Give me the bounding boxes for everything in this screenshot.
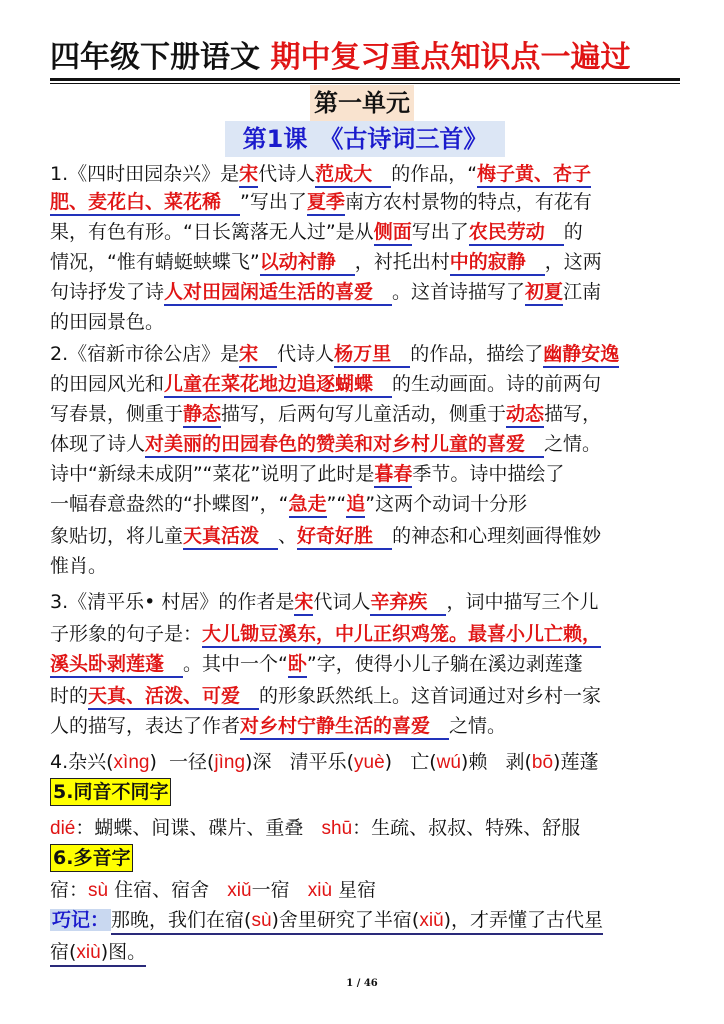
answer-blank: 杨万里 — [334, 342, 410, 368]
s6-heading-line — [50, 844, 133, 872]
text: 季节。诗中描绘了 — [412, 463, 565, 485]
text: 一宿 — [251, 879, 290, 901]
s2-line-6 — [50, 490, 527, 518]
text: 描写， — [544, 403, 602, 425]
title-rule-thin — [50, 83, 680, 84]
text: 的神态和心理刻画得惟妙 — [392, 525, 602, 547]
text: ”这两个动词十分形 — [365, 493, 528, 515]
page-title — [50, 38, 680, 78]
text: 写春景，侧重于 — [50, 403, 184, 425]
answer-blank: 范成大 — [315, 162, 391, 188]
pinyin: xiǔ — [227, 880, 252, 901]
answer-blank: 肥、麦花白、菜花稀 — [50, 190, 240, 216]
answer-blank: 对乡村宁静生活的喜爱 — [240, 714, 449, 740]
answer-blank: 幽静安逸 — [543, 342, 619, 368]
s1-line-1 — [50, 160, 591, 188]
text: 情况，“惟有蜻蜓蛱蝶飞” — [50, 251, 260, 273]
pinyin-item: 亡(wú)赖 — [410, 751, 488, 773]
title-topic: 期中复习重点知识点一遍过 — [270, 40, 631, 75]
text: 。其中一个“ — [183, 653, 288, 675]
text: 的生动画面。诗的前两句 — [392, 373, 602, 395]
pinyin-item: 4.杂兴(xìng) — [50, 751, 157, 773]
text: ：生疏、叔叔、特殊、舒服 — [352, 817, 581, 839]
text: 象贴切，将儿童 — [50, 525, 184, 547]
answer-blank: 天真活泼 — [183, 524, 278, 550]
s2-line-1 — [50, 340, 619, 368]
text: 住宿、宿舍 — [114, 879, 210, 901]
pinyin-item: 清平乐(yuè) — [289, 751, 393, 773]
s5-heading-line — [50, 778, 171, 806]
text: 。这首诗描写了 — [392, 281, 526, 303]
answer-blank: 追 — [346, 492, 365, 518]
text: 果，有色有形。“日长篱落无人过”是从 — [50, 221, 374, 243]
answer-blank: 对美丽的田园春色的赞美和对乡村儿童的喜爱 — [145, 432, 544, 458]
text: ”写出了 — [240, 191, 307, 213]
answer-blank: 宋 — [239, 162, 258, 188]
pinyin: shū — [321, 818, 353, 839]
s1-line-6 — [50, 308, 164, 336]
memo-text: 宿(xiù)图。 — [50, 940, 146, 967]
text: ：蝴蝶、间谍、碟片、重叠 — [75, 817, 304, 839]
text: 、 — [278, 525, 298, 547]
text: 子形象的句子是： — [50, 623, 203, 645]
page-number: 1 / 46 — [346, 978, 378, 989]
text: 代词人 — [313, 591, 371, 613]
memo-label: 巧记： — [52, 909, 110, 931]
text: 代诗人 — [277, 343, 335, 365]
answer-blank: 夏季 — [307, 190, 345, 216]
s2-line-5 — [50, 460, 564, 488]
answer-blank: 天真、活泼、可爱 — [88, 684, 259, 710]
answer-blank: 宋 — [294, 590, 313, 616]
answer-blank: 以动衬静 — [260, 250, 355, 276]
text: 1.《四时田园杂兴》是 — [50, 163, 240, 185]
s4-pinyin-line — [50, 748, 598, 776]
text: 的田园风光和 — [50, 373, 165, 395]
answer-blank: 侧面 — [374, 220, 412, 246]
pinyin: dié — [50, 818, 76, 839]
text: 人的描写，表达了作者 — [50, 715, 241, 737]
s2-line-8 — [50, 552, 107, 580]
unit-heading: 第一单元 — [310, 85, 414, 121]
s6-memo-line-1 — [50, 906, 603, 934]
pinyin-item: 剥(bō)莲蓬 — [505, 751, 599, 773]
s5-words-line — [50, 814, 580, 842]
section-heading-polyphones: 6.多音字 — [50, 844, 133, 872]
text: 宿： — [50, 879, 89, 901]
s2-line-3 — [50, 400, 601, 428]
text: 一幅春意盎然的“扑蝶图”，“ — [50, 493, 289, 515]
text: 描写，后两句写儿童活动，侧重于 — [221, 403, 507, 425]
s3-line-5 — [50, 712, 506, 740]
text: 之情。 — [449, 715, 507, 737]
s1-line-4 — [50, 248, 602, 276]
text: 时的 — [50, 685, 89, 707]
answer-blank: 初夏 — [525, 280, 563, 306]
memo-text: 那晚，我们在宿(sù)舍里研究了半宿(xiǔ)，才弄懂了古代星 — [111, 908, 603, 935]
text: 诗中“新绿未成阴”“菜花”说明了此时是 — [50, 463, 375, 485]
text: 的田园景色。 — [50, 311, 165, 333]
answer-blank: 暮春 — [374, 462, 412, 488]
text: 2.《宿新市徐公店》是 — [50, 343, 240, 365]
text: 星宿 — [338, 879, 377, 901]
text: ，衬托出村 — [354, 251, 450, 273]
answer-blank: 大儿锄豆溪东，中儿正织鸡笼。最喜小儿亡赖， — [202, 622, 601, 648]
lesson-heading: 第1课 《古诗词三首》 — [225, 121, 505, 157]
answer-blank: 农民劳动 — [469, 220, 564, 246]
s3-line-3 — [50, 650, 583, 678]
answer-blank: 卧 — [288, 652, 307, 678]
section-heading-homophones: 5.同音不同字 — [50, 778, 171, 806]
text: 惟肖。 — [50, 555, 108, 577]
pinyin: sù — [88, 880, 109, 901]
s3-line-4 — [50, 682, 601, 710]
answer-blank: 中的寂静 — [450, 250, 545, 276]
answer-blank: 儿童在菜花地边追逐蝴蝶 — [164, 372, 392, 398]
answer-blank: 急走 — [289, 492, 327, 518]
text: 江南 — [563, 281, 602, 303]
text: ，词中描写三个儿 — [446, 591, 599, 613]
answer-blank: 静态 — [183, 402, 221, 428]
text: ，这两 — [544, 251, 602, 273]
text: ”字，使得小儿子躺在溪边剥莲蓬 — [306, 653, 583, 675]
s6-memo-line-2 — [50, 938, 146, 966]
answer-blank: 好奇好胜 — [297, 524, 392, 550]
text: 写出了 — [411, 221, 469, 243]
text: 的作品，描绘了 — [410, 343, 544, 365]
s3-line-1 — [50, 588, 598, 616]
pinyin-item: 一径(jìng)深 — [168, 751, 272, 773]
s1-line-3 — [50, 218, 583, 246]
s1-line-5 — [50, 278, 601, 306]
text: 体现了诗人 — [50, 433, 146, 455]
answer-blank: 宋 — [239, 342, 277, 368]
text: 的作品，“ — [391, 163, 478, 185]
answer-blank: 辛弃疾 — [370, 590, 446, 616]
text: 南方农村景物的特点，有花有 — [344, 191, 592, 213]
text: 的 — [563, 221, 583, 243]
s3-line-2 — [50, 620, 601, 648]
s2-line-7 — [50, 522, 601, 550]
title-grade: 四年级下册语文 — [50, 40, 260, 75]
text: 的形象跃然纸上。这首词通过对乡村一家 — [259, 685, 602, 707]
s2-line-4 — [50, 430, 601, 458]
text: 之情。 — [544, 433, 602, 455]
pinyin: xiù — [307, 880, 333, 901]
answer-blank: 动态 — [506, 402, 544, 428]
answer-blank: 溪头卧剥莲蓬 — [50, 652, 183, 678]
answer-blank: 梅子黄、杏子 — [477, 162, 591, 188]
answer-blank: 人对田园闲适生活的喜爱 — [164, 280, 392, 306]
title-rule-thick — [50, 78, 680, 81]
s1-line-2 — [50, 188, 592, 216]
s6-readings-line — [50, 876, 376, 904]
s2-line-2 — [50, 370, 601, 398]
text: ”“ — [326, 493, 347, 515]
text: 代诗人 — [258, 163, 316, 185]
text: 句诗抒发了诗 — [50, 281, 165, 303]
text: 3.《清平乐• 村居》的作者是 — [50, 591, 295, 613]
